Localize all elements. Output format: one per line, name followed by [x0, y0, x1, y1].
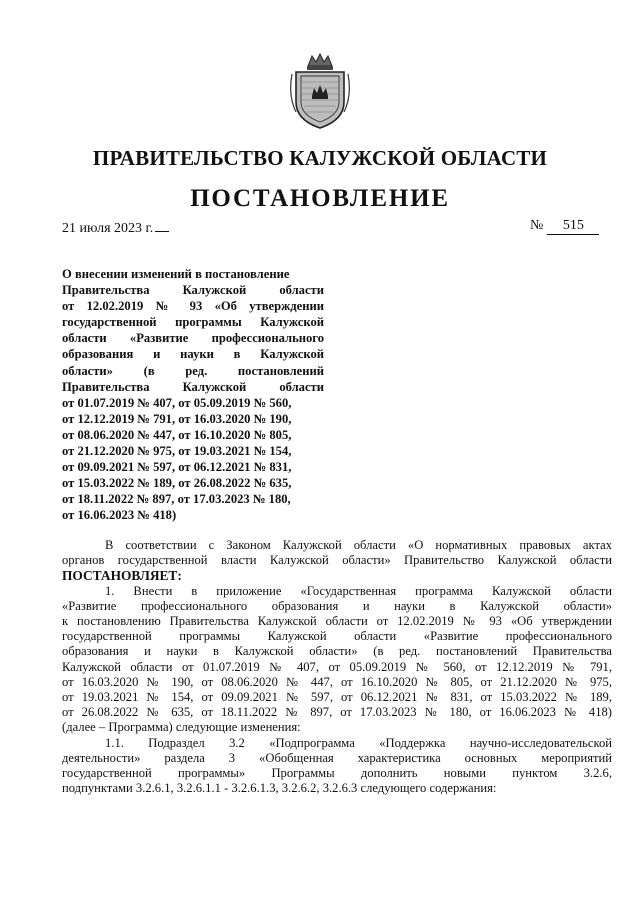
body-line: деятельности» раздела 3 «Обобщенная характеристика основных мероприятий [62, 750, 612, 765]
subject-line: от 12.02.2019 № 93 «Об утверждении [62, 299, 324, 314]
date-underline [155, 220, 169, 232]
resolution-keyword: ПОСТАНОВЛЯЕТ: [62, 568, 182, 584]
body-line: государственной программы» Программы дополнить новыми пунктом 3.2.6, [62, 766, 612, 781]
government-name: ПРАВИТЕЛЬСТВО КАЛУЖСКОЙ ОБЛАСТИ [92, 146, 548, 170]
subject-line: О внесении изменений в постановление [62, 267, 290, 281]
subject-line: области «Развитие профессионального [62, 331, 324, 346]
subject-line: от 12.12.2019 № 791, от 16.03.2020 № 190, [62, 411, 292, 426]
kaluga-coat-of-arms-icon [288, 52, 352, 130]
number-label: № [530, 218, 544, 233]
body-line: органов государственной власти Калужской области» Правительство Калужской области [62, 553, 612, 568]
body-line: от 16.03.2020 № 190, от 08.06.2020 № 447, от 16.10.2020 № 805, от 21.12.2020 № 975, [62, 674, 612, 689]
document-date-line [62, 220, 169, 237]
subject-line: от 18.11.2022 № 897, от 17.03.2023 № 180, [62, 492, 291, 507]
body-line: (далее – Программа) следующие изменения: [62, 720, 301, 735]
document-number: 515 [547, 218, 599, 235]
subject-line: от 16.06.2023 № 418) [62, 508, 177, 523]
subject-line: от 08.06.2020 № 447, от 16.10.2020 № 805, [62, 427, 292, 442]
body-line: к постановлению Правительства Калужской области от 12.02.2019 № 93 «Об утверждении [62, 614, 612, 629]
subject-line: от 21.12.2020 № 975, от 19.03.2021 № 154, [62, 444, 292, 459]
document-date: 21 июля 2023 г. [62, 221, 154, 236]
subject-line: области» (в ред. постановлений [62, 363, 324, 378]
body-line: 1. Внести в приложение «Государственная программа Калужской области [105, 583, 612, 598]
subject-line: Правительства Калужской области [62, 283, 324, 298]
subject-line: от 01.07.2019 № 407, от 05.09.2019 № 560, [62, 395, 292, 410]
subject-line: от 09.09.2021 № 597, от 06.12.2021 № 831, [62, 460, 292, 475]
document-body [62, 538, 612, 796]
subject-line: государственной программы Калужской [62, 315, 324, 330]
body-line: от 19.03.2021 № 154, от 09.09.2021 № 597, от 06.12.2021 № 831, от 15.03.2022 № 189, [62, 690, 612, 705]
body-line: подпунктами 3.2.6.1, 3.2.6.1.1 - 3.2.6.1.3, 3.2.6.2, 3.2.6.3 следующего содержания: [62, 781, 497, 796]
body-line: государственной программы Калужской области «Развитие профессионального [62, 629, 612, 644]
subject-line: образования и науки в Калужской [62, 347, 324, 362]
body-line: образования и науки в Калужской области» (в ред. постановлений Правительства [62, 644, 612, 659]
document-type-title: ПОСТАНОВЛЕНИЕ [190, 185, 450, 212]
body-line: 1.1. Подраздел 3.2 «Подпрограмма «Поддержка научно-исследовательской [105, 735, 612, 750]
subject-line: от 15.03.2022 № 189, от 26.08.2022 № 635, [62, 476, 292, 491]
body-line: Калужской области от 01.07.2019 № 407, от 05.09.2019 № 560, от 12.12.2019 № 791, [62, 659, 612, 674]
body-line: от 26.08.2022 № 635, от 18.11.2022 № 897, от 17.03.2023 № 180, от 16.06.2023 № 418) [62, 705, 612, 720]
subject-line: Правительства Калужской области [62, 379, 324, 394]
body-line: «Развитие профессионального образования и науки в Калужской области» [62, 598, 612, 613]
body-line: В соответствии с Законом Калужской области «О нормативных правовых актах [105, 538, 612, 552]
document-subject [62, 266, 324, 524]
document-number-line [530, 218, 599, 235]
